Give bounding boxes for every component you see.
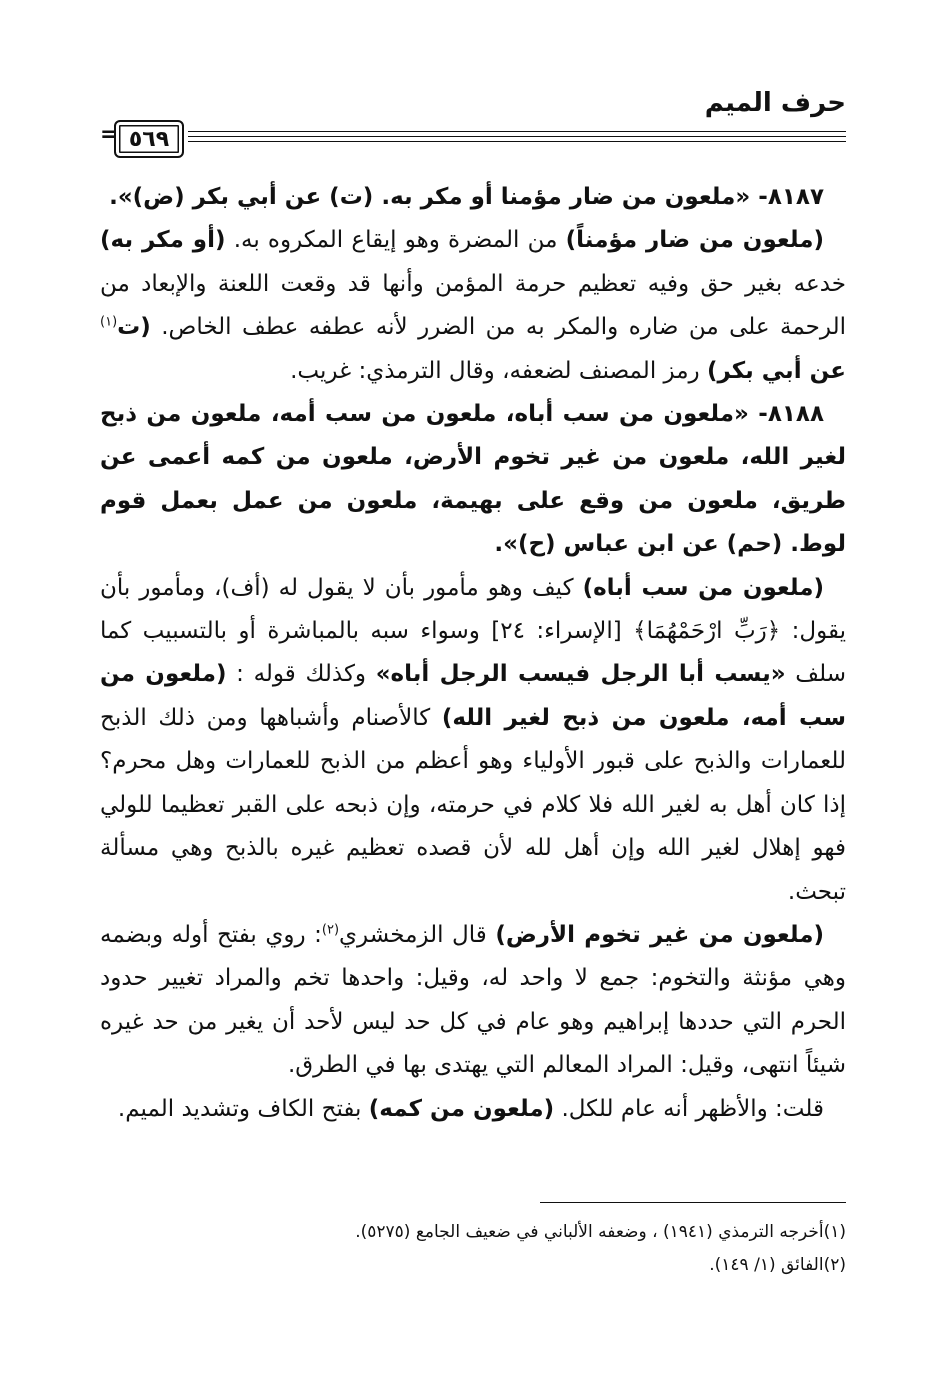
commentary-text: بفتح الكاف وتشديد الميم. <box>117 1095 369 1122</box>
commentary-text: رمز المصنف لضعفه، وقال الترمذي: غريب. <box>290 357 707 384</box>
quoted-phrase: (ملعون من ضار مؤمناً) <box>565 227 824 254</box>
main-text <box>100 176 846 1131</box>
quoted-phrase: (ملعون من سب أمه، ملعون من ذبح لغير الله) <box>100 661 846 731</box>
commentary-text: قلت: والأظهر أنه عام للكل. <box>554 1095 824 1122</box>
commentary-8187 <box>100 219 846 393</box>
page-number: ٥٦٩ <box>114 120 184 158</box>
commentary-text: كالأصنام وأشباهها ومن ذلك الذبح للعمارات والذبح على قبور الأولياء وهو أعظم من الذبح للعمارات وهل محرم؟ إذا كان أهل به لغير الله فلا كلام في حرمته، وإن ذبحه على القبر تعظيما للولي فهو إهلال لغير الله وإن أهل لله لأن قصده تعظيم غيره بالذبح وهي مسألة تبحث. <box>100 704 846 905</box>
hadith-8187: ٨١٨٧- «ملعون من ضار مؤمنا أو مكر به. (ت) عن أبي بكر (ض)». <box>109 184 824 210</box>
header-rule <box>100 122 846 152</box>
footnote-ref-2: (٢) <box>321 922 340 938</box>
footnotes <box>100 1216 846 1282</box>
quoted-phrase: (أو مكر به) <box>100 227 226 254</box>
commentary-text: من المضرة وهو إيقاع المكروه به. <box>225 227 566 254</box>
footnote-ref-1: (١) <box>100 314 118 330</box>
quoted-phrase: عن أبي بكر) <box>706 357 846 384</box>
header-rule-line <box>188 141 846 142</box>
quoted-phrase: (ملعون من سب أباه) <box>582 574 824 601</box>
commentary-8188-cont <box>100 914 846 1088</box>
commentary-text: كيف وهو مأمور بأن لا يقول له (أف)، ومأمور بأن يقول: ﴿رَبِّ ارْحَمْهُمَا﴾ [الإسراء: ٢٤] وسواء سبه بالمباشرة أو بالتسبيب كما سلف <box>100 574 846 688</box>
commentary-text: : روي بفتح أوله وبضمه وهي مؤنثة والتخوم: جمع لا واحد له، وقيل: واحدها تخم والمراد تغيير حدود الحرم التي حددها إبراهيم وهو عام في كل حد ليس لأحد أن يغير من حد غيره شيئاً انتهى، وقيل: المراد المعالم التي يهتدى بها في الطرق. <box>100 921 846 1079</box>
hadith-8188: ٨١٨٨- «ملعون من سب أباه، ملعون من سب أمه، ملعون من ذبح لغير الله، ملعون من غير تخوم الأرض، ملعون من كمه أعمى عن طريق، ملعون من وقع على بهيمة، ملعون من عمل بعمل قوم لوط. (حم) عن ابن عباس (ح)». <box>100 401 846 558</box>
quoted-phrase: «يسب أبا الرجل فيسب الرجل أباه» <box>375 661 786 688</box>
commentary-text: خدعه بغير حق وفيه تعظيم حرمة المؤمن وأنها قد وقعت اللعنة والإبعاد من الرحمة على من ضاره والمكر به من الضرر لأنه عطفه عطف الخاص. <box>100 270 846 341</box>
header-rule-line <box>188 136 846 137</box>
commentary-8188-note <box>100 1088 846 1131</box>
quoted-phrase: (ملعون من غير تخوم الأرض) <box>495 921 824 948</box>
chapter-title: حرف الميم <box>704 88 846 118</box>
footnote-1: (١)أخرجه الترمذي (١٩٤١) ، وضعفه الألباني في ضعيف الجامع (٥٢٧٥). <box>355 1222 846 1242</box>
commentary-text: قال الزمخشري <box>339 921 496 948</box>
page-header <box>100 88 846 158</box>
header-rule-line <box>188 131 846 132</box>
commentary-text: وكذلك قوله : <box>226 661 376 688</box>
footnote-separator <box>540 1202 846 1203</box>
quoted-phrase: (ت <box>117 314 151 341</box>
header-mark: = <box>100 122 119 147</box>
commentary-8188 <box>100 567 846 914</box>
quoted-phrase: (ملعون من كمه) <box>368 1095 555 1122</box>
footnote-2: (٢)الفائق (١/ ١٤٩). <box>709 1255 846 1275</box>
